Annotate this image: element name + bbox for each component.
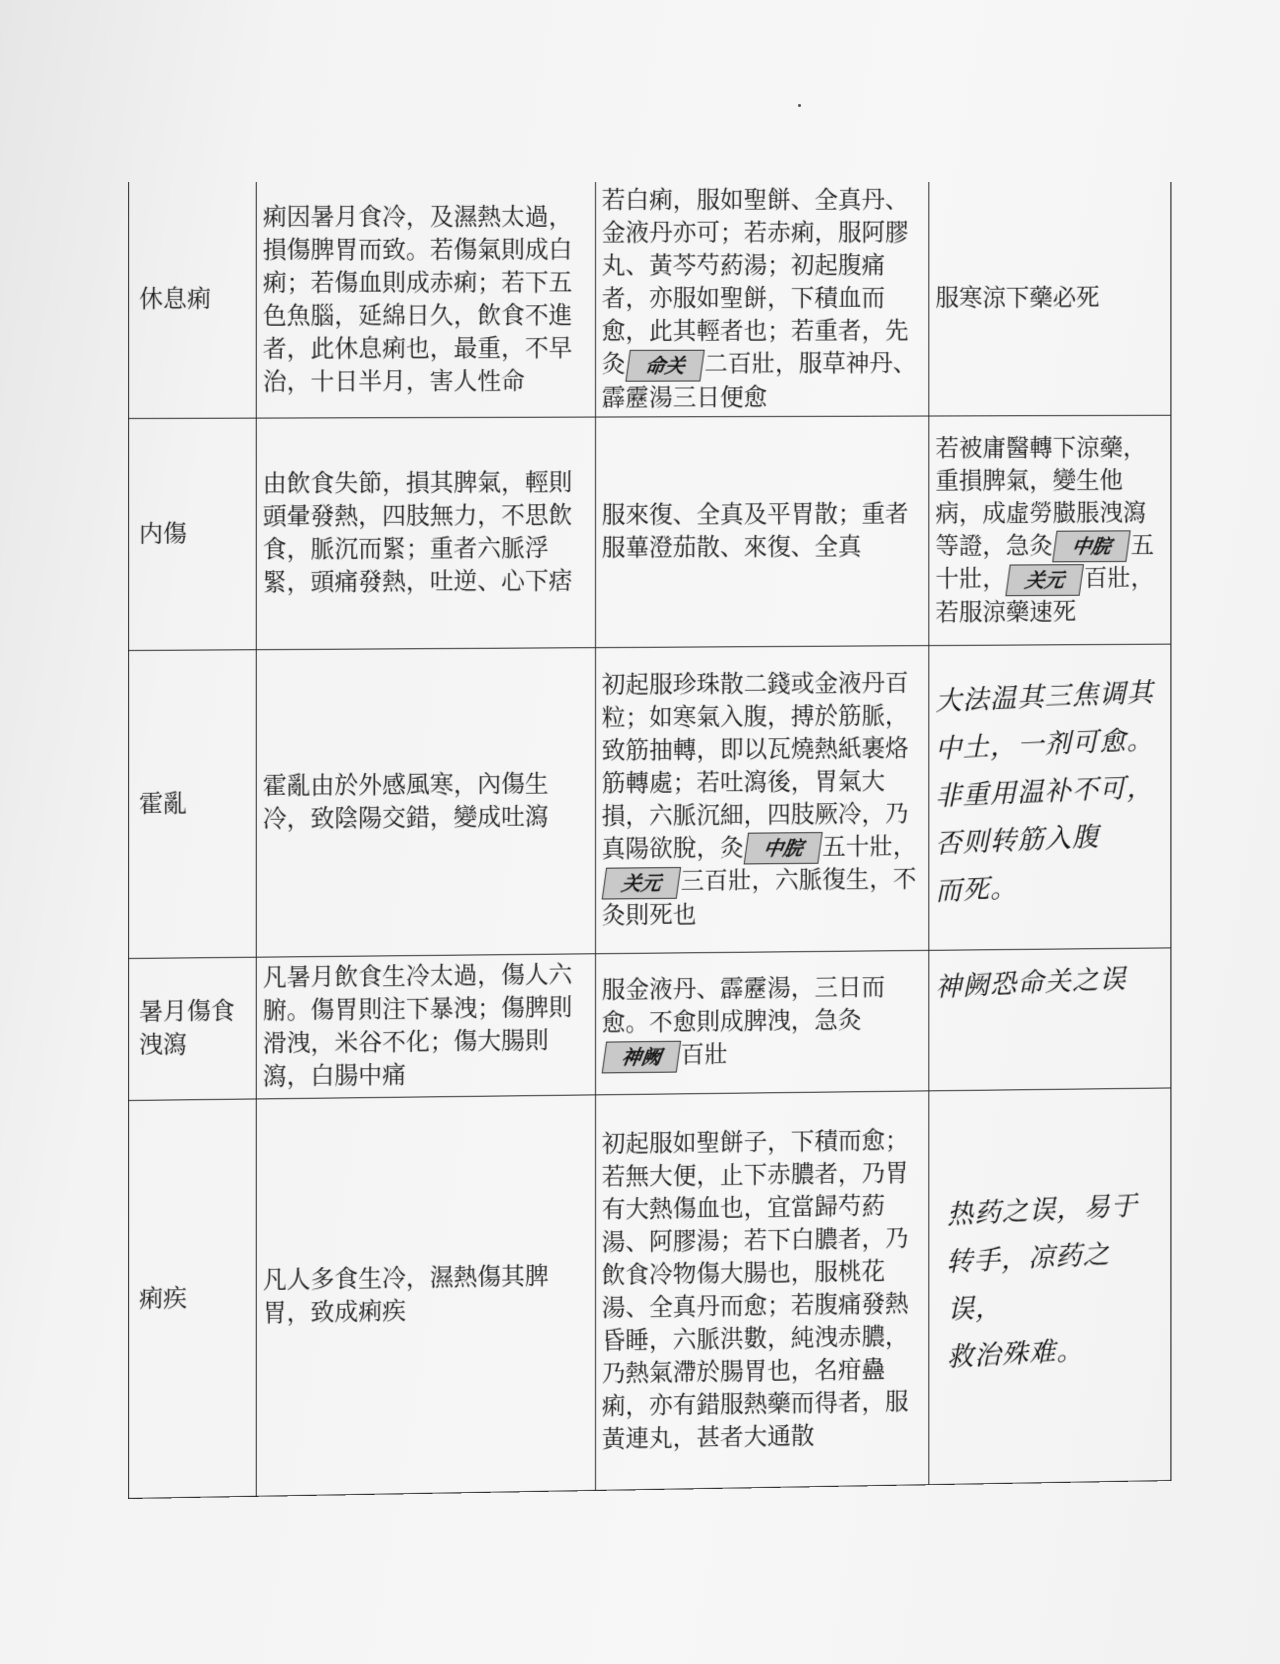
acupoint-label: 关元 <box>601 867 680 900</box>
handwritten-line: 而死。 <box>934 872 1019 908</box>
cause-cell: 由飲食失節，損其脾氣，輕則頭暈發熱，四肢無力，不思飲食，脈沉而緊；重者六脈浮緊，頭痛發熱，吐逆、心下痞 <box>256 417 595 650</box>
handwritten-line: 非重用温补不可， <box>934 772 1155 813</box>
note-text: 百壯，若服涼藥速死 <box>935 563 1155 626</box>
disease-treatment-table <box>128 182 1171 1499</box>
treatment-text: 服金液丹、霹靂湯，三日而愈。不愈則成脾洩，急灸 <box>601 973 886 1037</box>
table-row <box>128 947 1170 1100</box>
treatment-cell <box>595 950 929 1095</box>
disease-name: 内傷 <box>128 418 256 650</box>
disease-name: 霍亂 <box>128 649 256 958</box>
treatment-text: 二百壯，服草神丹、霹靂湯三日便愈 <box>601 349 917 412</box>
cause-cell: 凡暑月飲食生冷太過，傷人六腑。傷胃則注下暴洩；傷脾則滑洩，米谷不化；傷大腸則瀉，白腸中痛 <box>256 953 595 1098</box>
handwritten-note-cell <box>929 947 1171 1090</box>
handwritten-line: 大法温其三焦调其 <box>934 677 1155 718</box>
note-text: 若被庸醫轉下涼藥，重損脾氣，變生他病，成虛勞臌脹洩瀉等證，急灸 <box>935 433 1147 560</box>
handwritten-note-cell <box>929 644 1171 950</box>
handwritten-line: 转手，凉药之误， <box>945 1239 1111 1326</box>
disease-name: 痢疾 <box>128 1098 256 1498</box>
treatment-text: 五十壯， <box>822 831 917 861</box>
table-row <box>128 182 1170 418</box>
acupoint-label: 命关 <box>625 349 704 381</box>
disease-name: 休息痢 <box>128 182 256 418</box>
table-row <box>128 415 1170 650</box>
acupoint-label: 神阙 <box>601 1040 680 1073</box>
acupoint-label: 关元 <box>1006 564 1085 596</box>
treatment-cell <box>595 645 929 953</box>
cause-cell: 霍亂由於外感風寒，內傷生冷，致陰陽交錯，變成吐瀉 <box>256 647 595 957</box>
treatment-cell: 初起服如聖餅子，下積而愈；若無大便，止下赤膿者，乃胃有大熱傷血也，宜當歸芍葯湯、阿膠湯；若下白膿者，乃飲食冷物傷大腸也，服桃花湯、全真丹而愈；若腹痛發熱昏睡，六脈洪數，純洩赤膿，乃熱氣滯於腸胃也，名疳蠱痢，亦有錯服熱藥而得者，服黃連丸，甚者大通散 <box>595 1090 929 1490</box>
treatment-text: 三百壯，六脈復生，不灸則死也 <box>601 864 917 929</box>
table-row <box>128 1087 1170 1498</box>
handwritten-line: 否则转筋入腹 <box>934 821 1100 860</box>
table-row <box>128 644 1170 958</box>
treatment-text: 初起服珍珠散二錢或金液丹百粒；如寒氣入腹，搏於筋脈，致筋抽轉，即以瓦燒熱紙裹烙筋轉處；若吐瀉後，胃氣大損，六脈沉細，四肢厥冷，乃真陽欲脫，灸 <box>601 668 909 863</box>
acupoint-label: 中脘 <box>743 832 822 864</box>
acupoint-label: 中脘 <box>1053 530 1131 562</box>
disease-name: 暑月傷食洩瀉 <box>128 957 256 1100</box>
handwritten-note-cell <box>929 1087 1171 1484</box>
treatment-cell: 服來復、全真及平胃散；重者服蓽澄茄散、來復、全真 <box>595 416 929 648</box>
handwritten-line: 中土，一剂可愈。 <box>934 724 1155 765</box>
note-cell: 服寒涼下藥必死 <box>929 182 1171 416</box>
note-text: 五十壯， <box>935 530 1155 593</box>
note-cell <box>929 415 1171 645</box>
treatment-cell <box>595 182 929 417</box>
handwritten-line: 神阙恐命关之误 <box>934 963 1128 1003</box>
treatment-text: 百壯 <box>680 1040 728 1069</box>
handwritten-line: 热药之误，易于 <box>946 1190 1139 1231</box>
cause-cell: 痢因暑月食冷，及濕熱太過，損傷脾胃而致。若傷氣則成白痢；若傷血則成赤痢；若下五色魚腦，延綿日久，飲食不進者，此休息痢也，最重，不早治，十日半月，害人性命 <box>256 182 595 418</box>
cause-cell: 凡人多食生冷，濕熱傷其脾胃，致成痢疾 <box>256 1094 595 1495</box>
paper-speck <box>798 104 801 107</box>
handwritten-line: 救治殊难。 <box>946 1335 1085 1374</box>
treatment-text: 若白痢，服如聖餅、全真丹、金液丹亦可；若赤痢，服阿膠丸、黃芩芍葯湯；初起腹痛者，亦服如聖餅，下積血而愈，此其輕者也；若重者，先灸 <box>601 185 909 378</box>
